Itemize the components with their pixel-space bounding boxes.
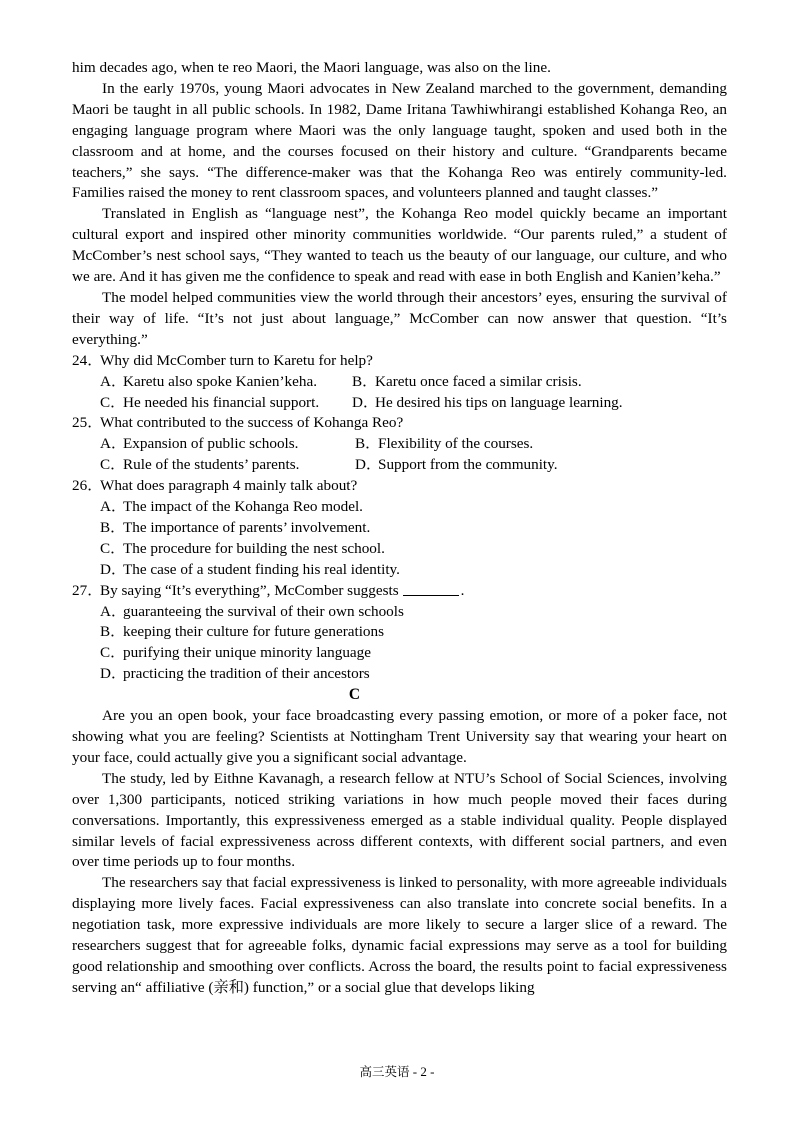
option-c[interactable] — [100, 539, 385, 560]
question-text: What does paragraph 4 mainly talk about? — [100, 477, 358, 495]
question-25 — [72, 413, 727, 476]
option-text: He needed his financial support. — [123, 393, 320, 411]
option-row — [72, 372, 727, 393]
option-letter: D． — [100, 560, 127, 578]
option-text: He desired his tips on language learning. — [375, 393, 623, 411]
question-24 — [72, 351, 727, 414]
footer-subject: 高三英语 — [359, 1064, 410, 1079]
page-body — [72, 58, 727, 999]
page-footer — [0, 1063, 794, 1081]
section-heading-c: C — [348, 686, 361, 704]
option-text: purifying their unique minority language — [123, 644, 372, 662]
passage-paragraph-continued: him decades ago, when te reo Maori, the Maori language, was also on the line. — [72, 59, 551, 76]
option-d[interactable] — [100, 664, 370, 685]
option-letter: A． — [100, 372, 127, 390]
option-b[interactable] — [100, 518, 370, 539]
question-26 — [72, 476, 727, 581]
option-a[interactable] — [100, 372, 352, 393]
option-row — [72, 664, 727, 685]
passage-paragraph: Translated in English as “language nest”, the Kohanga Reo model quickly became an important cultural export and inspired other minority communities worldwide. “Our parents ruled,” a student of McComber’s nest school says, “They wanted to teach us the beauty of our language, our culture, and who we are. And it has given me the confidence to speak and read with ease in both English and Kanien’keha.” — [72, 205, 727, 286]
option-text: Karetu once faced a similar crisis. — [375, 372, 582, 390]
option-d[interactable] — [352, 393, 623, 414]
option-c[interactable] — [100, 455, 355, 476]
question-27 — [72, 581, 727, 686]
option-row — [72, 602, 727, 623]
option-letter: B． — [355, 435, 381, 453]
option-letter: D． — [352, 393, 379, 411]
option-text: keeping their culture for future generations — [123, 623, 385, 641]
option-letter: A． — [100, 435, 127, 453]
question-stem — [72, 351, 727, 372]
option-letter: A． — [100, 602, 127, 620]
option-row — [72, 622, 727, 643]
question-number: 24． — [72, 351, 103, 369]
option-c[interactable] — [100, 643, 371, 664]
option-letter: B． — [100, 623, 126, 641]
passage-c-paragraph: The researchers say that facial expressiveness is linked to personality, with more agreeable individuals displaying more lively faces. Facial expressiveness can also translate into concrete social benefits. In a negotiation task, more expressive individuals are more likely to secure a larger slice of a reward. The researchers suggest that for agreeable folks, dynamic facial expressions may serve as a tool for building good relationship and smoothing over conflicts. Across the board, the results point to facial expressiveness serving an“ affiliative (亲和) function,” or a social glue that develops liking — [72, 874, 727, 996]
option-d[interactable] — [100, 560, 400, 581]
question-number: 25． — [72, 414, 103, 432]
option-row — [72, 643, 727, 664]
question-text: Why did McComber turn to Karetu for help? — [100, 351, 373, 369]
option-text: Expansion of public schools. — [123, 435, 299, 453]
option-letter: C． — [100, 456, 126, 474]
passage-paragraph: The model helped communities view the world through their ancestors’ eyes, ensuring the survival of their way of life. “It’s not just about language,” McComber can now answer that question. “It’s everything.” — [72, 288, 727, 348]
option-letter: C． — [100, 393, 126, 411]
option-text: Rule of the students’ parents. — [123, 456, 300, 474]
option-a[interactable] — [100, 497, 363, 518]
option-text: Flexibility of the courses. — [378, 435, 534, 453]
option-row — [72, 539, 727, 560]
option-row — [72, 518, 727, 539]
option-a[interactable] — [100, 434, 355, 455]
answer-blank[interactable] — [403, 583, 459, 596]
option-letter: B． — [100, 518, 126, 536]
option-row — [72, 393, 727, 414]
option-text: The impact of the Kohanga Reo model. — [123, 498, 363, 516]
option-text: guaranteeing the survival of their own schools — [123, 602, 404, 620]
option-b[interactable] — [100, 622, 384, 643]
option-letter: C． — [100, 539, 126, 557]
option-row — [72, 560, 727, 581]
passage-c-paragraph: Are you an open book, your face broadcasting every passing emotion, or more of a poker face, not showing what you are feeling? Scientists at Nottingham Trent University say that wearing your heart on your face, could actually give you a significant social advantage. — [72, 707, 727, 766]
option-row — [72, 455, 727, 476]
option-letter: B． — [352, 372, 378, 390]
option-row — [72, 434, 727, 455]
option-d[interactable] — [355, 455, 558, 476]
option-b[interactable] — [352, 372, 582, 393]
option-text: Support from the community. — [378, 456, 558, 474]
option-text: practicing the tradition of their ancestors — [123, 665, 370, 683]
question-stem — [72, 413, 727, 434]
option-text: The importance of parents’ involvement. — [123, 518, 371, 536]
question-number: 27． — [72, 581, 103, 599]
passage-paragraph: In the early 1970s, young Maori advocates in New Zealand marched to the government, demanding Maori be taught in all public schools. In 1982, Dame Iritana Tawhiwhirangi established Kohanga Reo, an engaging language program where Maori was the only language taught, spoken and used both in the classroom and at home, and the courses focused on their history and culture. “Grandparents became teachers,” she says. “The difference-maker was that the Kohanga Reo was entirely community-led. Families raised the money to rent classroom spaces, and volunteers planned and taught classes.” — [72, 79, 727, 202]
question-stem — [72, 476, 727, 497]
question-stem — [72, 581, 727, 602]
option-row — [72, 497, 727, 518]
option-b[interactable] — [355, 434, 533, 455]
question-text: By saying “It’s everything”, McComber suggests — [100, 581, 399, 599]
option-text: The case of a student finding his real identity. — [123, 560, 400, 578]
option-a[interactable] — [100, 602, 404, 623]
option-c[interactable] — [100, 393, 352, 414]
passage-c-paragraph: The study, led by Eithne Kavanagh, a research fellow at NTU’s School of Social Sciences, involving over 1,300 participants, noticed striking variations in how much people moved their faces during conversations. Importantly, this expressiveness emerged as a stable individual quality. People displayed similar levels of facial expressiveness across different contexts, with different social partners, and even over time periods up to four months. — [72, 769, 727, 871]
question-text-end: . — [460, 581, 465, 599]
footer-page-number: - 2 - — [412, 1064, 435, 1079]
question-number: 26． — [72, 477, 103, 495]
option-letter: C． — [100, 644, 126, 662]
option-letter: D． — [100, 665, 127, 683]
option-letter: A． — [100, 498, 127, 516]
option-letter: D． — [355, 456, 382, 474]
question-text: What contributed to the success of Kohanga Reo? — [100, 414, 404, 432]
option-text: The procedure for building the nest school. — [123, 539, 385, 557]
option-text: Karetu also spoke Kanien’keha. — [123, 372, 317, 390]
